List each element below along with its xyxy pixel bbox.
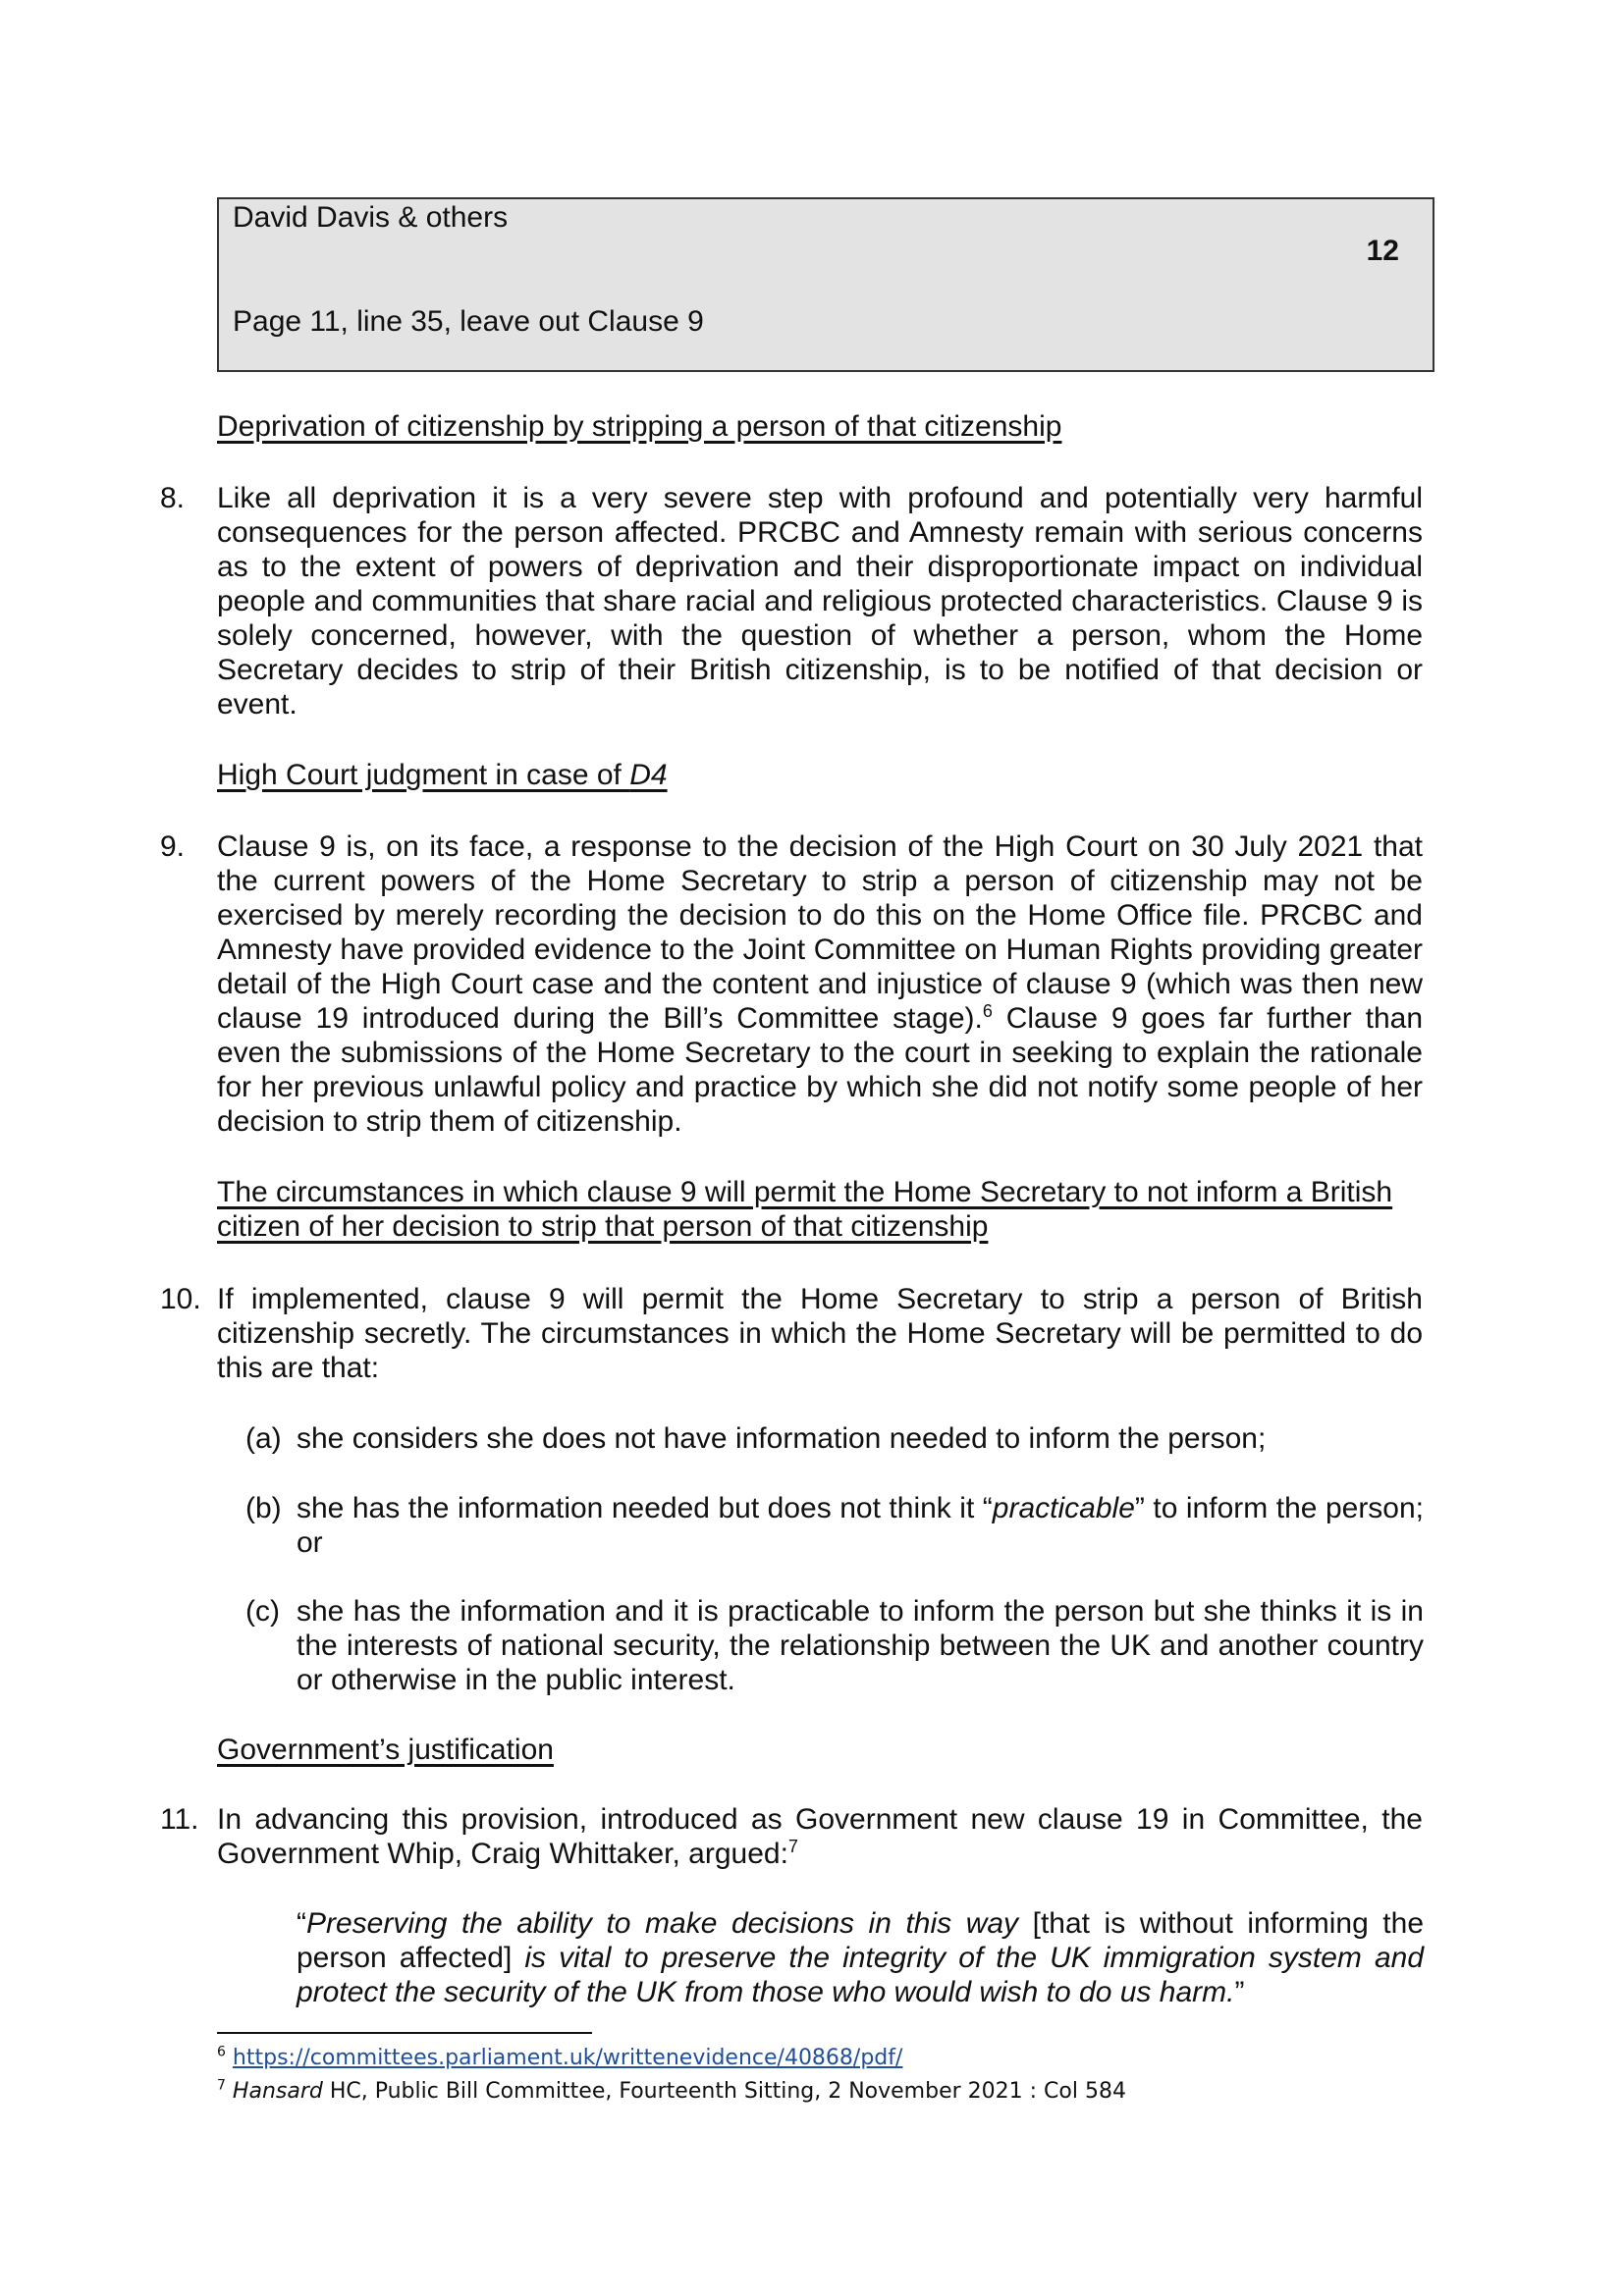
paragraph-number: 9. <box>160 830 186 863</box>
list-item-text-b: ” to inform the person; or <box>297 1492 1425 1559</box>
quote-close-mark: ” <box>1234 1976 1245 2008</box>
section-heading-deprivation: Deprivation of citizenship by stripping a person of that citizenship <box>217 410 1062 443</box>
list-item-label: (c) <box>245 1595 280 1628</box>
paragraph-text <box>217 829 1423 1139</box>
footnote-7 <box>217 2079 1126 2104</box>
footnote-italic: Hansard <box>232 2079 323 2104</box>
quote-italic-a: Preserving the ability to make decisions in this way <box>306 1907 1019 1940</box>
list-item-text: she has the information and it is practicable to inform the person but she thinks it is in the interests of national security, the relationship between the UK and another country or otherwise in the public interest. <box>297 1595 1424 1696</box>
footnote-separator <box>217 2032 592 2034</box>
list-item-italic: practicable <box>992 1492 1135 1524</box>
list-item-c <box>245 1594 1424 1697</box>
heading-text: High Court judgment in case of <box>217 759 630 791</box>
paragraph-text-b: Clause 9 goes far further than even the submissions of the Home Secretary to the court in seeking to explain the rationale for her previous unlawful policy and practice by which she did not notify some people of her decision to strip them of citizenship. <box>217 1002 1424 1138</box>
heading-italic-text: D4 <box>629 759 668 791</box>
paragraph-number: 10. <box>160 1283 201 1315</box>
quote-plain: [that is without informing the person affected] <box>297 1907 1425 1974</box>
list-item-label: (a) <box>245 1422 282 1455</box>
footnote-marker: 7 <box>217 2077 226 2094</box>
paragraph-number: 11. <box>160 1803 199 1836</box>
footnote-text: HC, Public Bill Committee, Fourteenth Sitting, 2 November 2021 : Col 584 <box>322 2079 1126 2104</box>
section-heading-high-court <box>217 758 668 792</box>
amendment-text: Page 11, line 35, leave out Clause 9 <box>233 305 704 338</box>
list-item-text: she considers she does not have information needed to inform the person; <box>297 1422 1267 1455</box>
paragraph-text-body: In advancing this provision, introduced as Government new clause 19 in Committee, the Government Whip, Craig Whittaker, argued: <box>217 1803 1423 1870</box>
section-heading-circumstances <box>217 1175 1392 1244</box>
paragraph-9 <box>160 829 1423 1139</box>
amendment-sponsor: David Davis & others <box>233 201 509 234</box>
paragraph-10 <box>160 1282 1423 1385</box>
footnote-6 <box>217 2046 902 2070</box>
quote-italic-b: is vital to preserve the integrity of the UK immigration system and protect the security of the UK from those who would wish to do us harm. <box>297 1942 1425 2008</box>
paragraph-text: Like all deprivation it is a very severe step with profound and potentially very harmful consequences for the person affected. PRCBC and Amnesty remain with serious concerns as to the extent of powers of deprivation and their disproportionate impact on individual people and communities that share racial and religious protected characteristics. Clause 9 is solely concerned, however, with the question of whether a person, whom the Home Secretary decides to strip of their British citizenship, is to be notified of that decision or event. <box>217 482 1423 721</box>
footnote-ref-7[interactable]: 7 <box>787 1837 798 1856</box>
list-item-text <box>297 1491 1424 1560</box>
section-heading-justification: Government’s justification <box>217 1734 554 1766</box>
footnote-ref-6[interactable]: 6 <box>982 1001 993 1021</box>
list-item-a <box>245 1421 1424 1456</box>
list-item-text-a: she has the information needed but does not think it “ <box>297 1492 993 1524</box>
paragraph-number: 8. <box>160 482 186 514</box>
paragraph-11 <box>160 1802 1423 1871</box>
paragraph-text: If implemented, clause 9 will permit the Home Secretary to strip a person of British citizenship secretly. The circumstances in which the Home Secretary will be permitted to do this are that: <box>217 1283 1423 1384</box>
paragraph-text-a: Clause 9 is, on its face, a response to the decision of the High Court on 30 July 2021 that the current powers of the Home Secretary to strip a person of citizenship may not be exercised by merely recording the decision to do this on the Home Office file. PRCBC and Amnesty have provided evidence to the Joint Committee on Human Rights providing greater detail of the High Court case and the content and injustice of clause 9 (which was then new clause 19 introduced during the Bill’s Committee stage). <box>217 830 1423 1035</box>
heading-line-2: citizen of her decision to strip that person of that citizenship <box>217 1210 989 1243</box>
list-item-b <box>245 1491 1424 1560</box>
paragraph-text <box>217 1802 1423 1871</box>
amendment-number: 12 <box>1366 235 1399 267</box>
footnote-marker: 6 <box>217 2044 226 2060</box>
heading-line-1: The circumstances in which clause 9 will permit the Home Secretary to not inform a British <box>217 1176 1393 1208</box>
paragraph-8 <box>160 481 1423 721</box>
block-quote <box>297 1906 1424 2009</box>
footnote-link[interactable]: https://committees.parliament.uk/writtenevidence/40868/pdf/ <box>232 2046 903 2070</box>
amendment-box <box>217 197 1434 372</box>
list-item-label: (b) <box>245 1492 282 1524</box>
quote-open-mark: “ <box>297 1907 306 1940</box>
